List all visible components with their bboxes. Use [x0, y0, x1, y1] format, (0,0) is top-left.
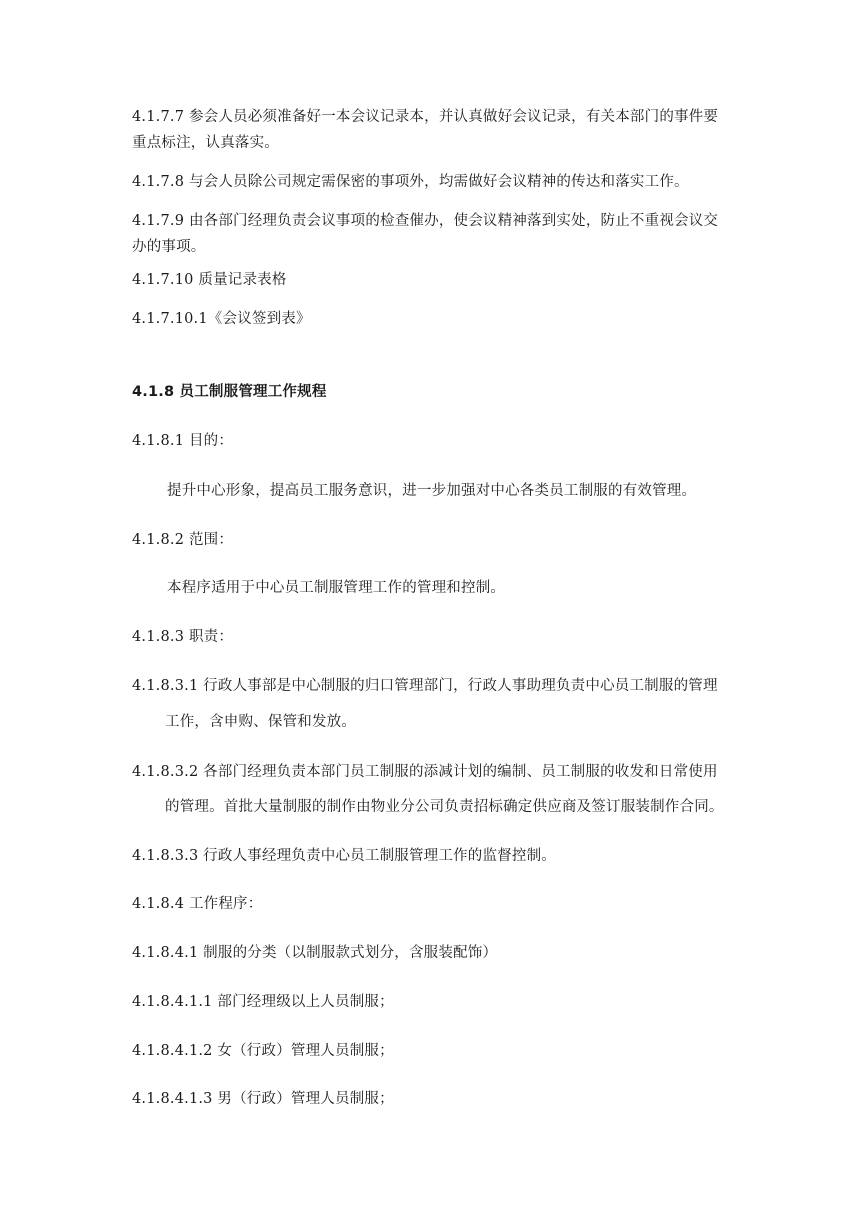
- paragraph-4-1-8-1-body: 提升中心形象，提高员工服务意识，进一步加强对中心各类员工制服的有效管理。: [167, 483, 697, 499]
- paragraph-4-1-7-9-line1: 4.1.7.9 由各部门经理负责会议事项的检查催办，使会议精神落到实处，防止不重视会议交: [132, 213, 719, 229]
- section-heading-4-1-8: 4.1.8 员工制服管理工作规程: [132, 384, 327, 400]
- paragraph-4-1-8-4-1-1: 4.1.8.4.1.1 部门经理级以上人员制服；: [132, 994, 394, 1010]
- paragraph-4-1-8-3-1-line1: 4.1.8.3.1 行政人事部是中心制服的归口管理部门，行政人事助理负责中心员工制服的管理: [132, 678, 718, 694]
- paragraph-4-1-8-2-body: 本程序适用于中心员工制服管理工作的管理和控制。: [167, 580, 506, 596]
- paragraph-4-1-7-8: 4.1.7.8 与会人员除公司规定需保密的事项外，均需做好会议精神的传达和落实工作。: [132, 174, 689, 190]
- paragraph-4-1-8-3-2-line1: 4.1.8.3.2 各部门经理负责本部门员工制服的添减计划的编制、员工制服的收发和日常使用: [132, 764, 718, 780]
- paragraph-4-1-8-4-1-3: 4.1.8.4.1.3 男（行政）管理人员制服；: [132, 1091, 394, 1107]
- paragraph-4-1-8-3-1-line2: 工作，含申购、保管和发放。: [165, 714, 357, 730]
- paragraph-4-1-8-3-2-line2: 的管理。首批大量制服的制作由物业分公司负责招标确定供应商及签订服装制作合同。: [165, 799, 724, 815]
- paragraph-4-1-8-4-1: 4.1.8.4.1 制服的分类（以制服款式划分，含服装配饰）: [132, 945, 498, 961]
- paragraph-4-1-7-10-1: 4.1.7.10.1《会议签到表》: [132, 311, 311, 327]
- paragraph-4-1-8-3-3: 4.1.8.3.3 行政人事经理负责中心员工制服管理工作的监督控制。: [132, 848, 556, 864]
- paragraph-4-1-8-4: 4.1.8.4 工作程序：: [132, 896, 263, 912]
- paragraph-4-1-7-10: 4.1.7.10 质量记录表格: [132, 272, 287, 288]
- paragraph-4-1-7-9-line2: 办的事项。: [132, 239, 206, 255]
- paragraph-4-1-7-7-line1: 4.1.7.7 参会人员必须准备好一本会议记录本，并认真做好会议记录，有关本部门的事件要: [132, 109, 719, 125]
- paragraph-4-1-8-3: 4.1.8.3 职责：: [132, 629, 234, 645]
- paragraph-4-1-8-2: 4.1.8.2 范围：: [132, 532, 234, 548]
- paragraph-4-1-8-4-1-2: 4.1.8.4.1.2 女（行政）管理人员制服；: [132, 1043, 394, 1059]
- paragraph-4-1-8-1: 4.1.8.1 目的：: [132, 433, 234, 449]
- paragraph-4-1-7-7-line2: 重点标注，认真落实。: [132, 135, 279, 151]
